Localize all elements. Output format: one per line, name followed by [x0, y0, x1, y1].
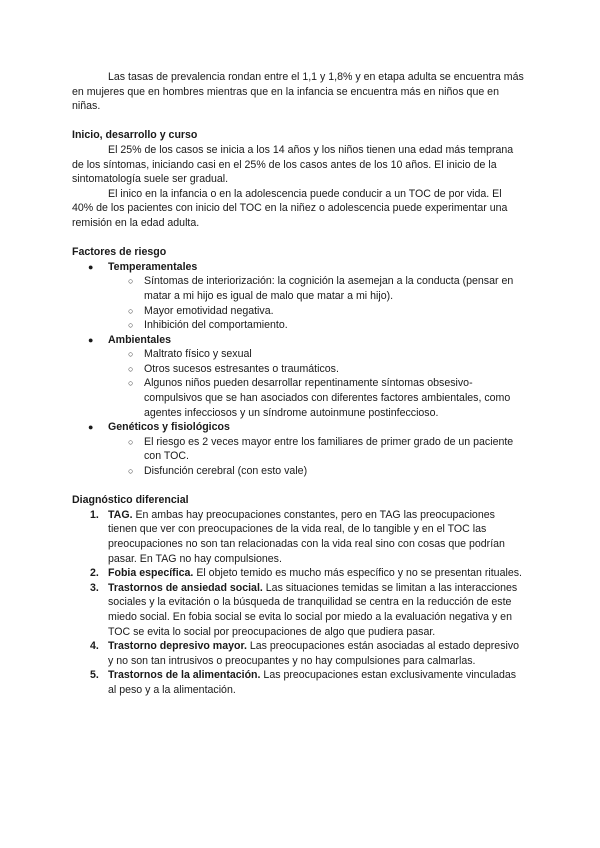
circle-bullet-icon: ○ — [128, 276, 134, 287]
differential-list — [72, 508, 524, 698]
item-term: Fobia específica. — [108, 567, 194, 580]
item-term: Trastornos de la alimentación. — [108, 669, 261, 682]
item-number: 2. — [90, 567, 99, 580]
bullet-icon: ● — [88, 422, 94, 433]
list-item — [72, 668, 524, 697]
differential-heading: Diagnóstico diferencial — [72, 494, 189, 507]
bullet-icon: ● — [88, 261, 94, 272]
list-item — [72, 566, 524, 581]
list-item — [72, 581, 524, 639]
item-text: En ambas hay preocupaciones constantes, pero en TAG las preocupaciones tienen que ver con preocupaciones de la vida real, de lo tangible y en el TOC las preocupaciones no son tan relacionadas con la vida real sino con cosas que podrían pasar. En TAG no hay compulsiones. — [108, 508, 505, 565]
risk-sublist — [108, 435, 524, 479]
spacer — [72, 114, 524, 129]
circle-bullet-icon: ○ — [128, 305, 134, 316]
risk-factors-heading: Factores de riesgo — [72, 246, 167, 259]
risk-group-title: Genéticos y fisiológicos — [108, 421, 230, 434]
risk-group-genetic — [72, 420, 524, 478]
risk-group-environmental — [72, 333, 524, 421]
item-term: TAG. — [108, 508, 133, 521]
circle-bullet-icon: ○ — [128, 466, 134, 477]
item-number: 5. — [90, 669, 99, 682]
list-item: ○ Maltrato físico y sexual — [128, 348, 252, 361]
risk-sublist — [108, 347, 524, 420]
circle-bullet-icon: ○ — [128, 378, 134, 389]
item-term: Trastornos de ansiedad social. — [108, 581, 263, 594]
onset-heading: Inicio, desarrollo y curso — [72, 129, 198, 142]
list-item: ○ El riesgo es 2 veces mayor entre los familiares de primer grado de un paciente con TOC. — [128, 435, 514, 463]
prevalence-paragraph: Las tasas de prevalencia rondan entre el 1,1 y 1,8% y en etapa adulta se encuentra más en mujeres que en hombres mientras que en la infancia se encuentra más en niños que en niñas. — [72, 71, 524, 113]
item-number: 1. — [90, 508, 99, 521]
item-text: Las preocupaciones estan exclusivamente vinculadas al peso y a la alimentación. — [108, 669, 517, 696]
list-item — [72, 508, 524, 566]
bullet-icon: ● — [88, 334, 94, 345]
item-number: 3. — [90, 581, 99, 594]
item-term: Trastorno depresivo mayor. — [108, 640, 247, 653]
item-text: Las preocupaciones están asociadas al estado depresivo y no son tan intrusivos o preocupantes y no hay compulsiones para calmarlas. — [108, 640, 520, 667]
onset-paragraph-1: El 25% de los casos se inicia a los 14 años y los niños tienen una edad más temprana de los síntomas, iniciando casi en el 25% de los casos antes de los 10 años. El inicio de la sintomatología suele ser gradual. — [72, 143, 514, 186]
circle-bullet-icon: ○ — [128, 436, 134, 447]
item-text: El objeto temido es mucho más específico y no se presentan rituales. — [193, 567, 522, 580]
list-item: ○ Algunos niños pueden desarrollar repentinamente síntomas obsesivo-compulsivos que se han asociados con diferentes factores ambientales, como agentes infecciosos y un síndrome autoinmune postinfeccioso. — [128, 377, 511, 419]
document-page — [72, 70, 524, 698]
risk-group-title: Temperamentales — [108, 260, 198, 273]
list-item: ○ Síntomas de interiorización: la cognición la asemejan a la conducta (pensar en matar a mi hijo es igual de malo que matar a mi hijo). — [128, 275, 514, 302]
risk-group-title: Ambientales — [108, 333, 171, 346]
list-item: ○ Inhibición del comportamiento. — [128, 319, 288, 332]
circle-bullet-icon: ○ — [128, 320, 134, 331]
item-number: 4. — [90, 640, 99, 653]
list-item: ○ Otros sucesos estresantes o traumáticos. — [128, 362, 339, 375]
list-item: ○ Disfunción cerebral (con esto vale) — [128, 465, 308, 478]
list-item: ○ Mayor emotividad negativa. — [128, 304, 274, 317]
risk-group-temperamental — [72, 260, 524, 333]
item-text: Las situaciones temidas se limitan a las interacciones sociales y la evitación o la búsqueda de tranquilidad se centra en la reducción de este miedo social. En fobia social se evita lo social por miedo a la evaluación negativa y en TOC se evita lo social por preocupaciones de algo que pudiera pasar. — [108, 581, 518, 638]
risk-factors-list — [72, 260, 524, 479]
onset-paragraph-2: El inico en la infancia o en la adolescencia puede conducir a un TOC de por vida. El 40% de los pacientes con inicio del TOC en la niñez o adolescencia puede experimentar una remisión en la edad adulta. — [72, 187, 508, 229]
list-item — [72, 639, 524, 668]
circle-bullet-icon: ○ — [128, 363, 134, 374]
spacer — [72, 479, 524, 494]
circle-bullet-icon: ○ — [128, 349, 134, 360]
risk-sublist — [108, 274, 524, 332]
spacer — [72, 231, 524, 246]
